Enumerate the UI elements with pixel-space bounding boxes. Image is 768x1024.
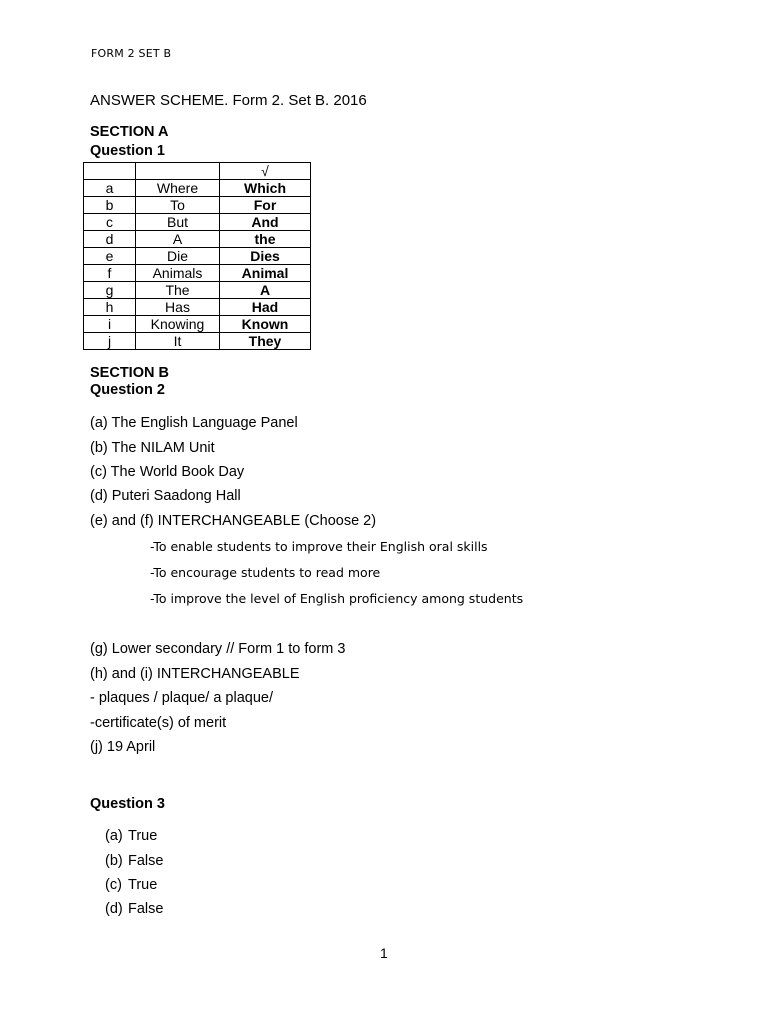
running-header: FORM 2 SET B xyxy=(91,47,172,60)
correct-word: the xyxy=(220,231,311,248)
table-row xyxy=(84,316,311,333)
answer-line: (a) The English Language Panel xyxy=(90,415,298,431)
item-letter: (a) xyxy=(105,828,123,844)
correct-word: They xyxy=(220,333,311,350)
table-row xyxy=(84,333,311,350)
answer-line: (j) 19 April xyxy=(90,739,156,755)
correct-word: Known xyxy=(220,316,311,333)
answer-line: - plaques / plaque/ a plaque/ xyxy=(90,690,273,706)
wrong-word: Has xyxy=(136,299,220,316)
tick-mark-header: √ xyxy=(220,163,311,180)
wrong-word: To xyxy=(136,197,220,214)
answer-line: (h) and (i) INTERCHANGEABLE xyxy=(90,666,300,682)
correct-word: Animal xyxy=(220,265,311,282)
section-a-heading: SECTION A xyxy=(90,124,169,140)
row-letter: a xyxy=(84,180,136,197)
wrong-word: Knowing xyxy=(136,316,220,333)
question-2-label: Question 2 xyxy=(90,382,165,398)
list-item xyxy=(105,853,163,869)
row-letter: b xyxy=(84,197,136,214)
wrong-word: A xyxy=(136,231,220,248)
answer-line: (b) The NILAM Unit xyxy=(90,440,215,456)
row-letter: e xyxy=(84,248,136,265)
item-answer: True xyxy=(128,828,158,844)
wrong-word: But xyxy=(136,214,220,231)
objective-line: -To enable students to improve their English oral skills xyxy=(150,539,488,554)
row-letter: c xyxy=(84,214,136,231)
table-header-cell xyxy=(84,163,136,180)
correct-word: Which xyxy=(220,180,311,197)
item-answer: False xyxy=(128,901,164,917)
list-item xyxy=(105,828,157,844)
table-row xyxy=(84,299,311,316)
answer-line: (g) Lower secondary // Form 1 to form 3 xyxy=(90,641,346,657)
objective-line: -To encourage students to read more xyxy=(150,565,381,580)
page-number: 1 xyxy=(380,945,388,961)
table-row xyxy=(84,180,311,197)
question-3-label: Question 3 xyxy=(90,796,165,812)
answer-line: (c) The World Book Day xyxy=(90,464,245,480)
correct-word: A xyxy=(220,282,311,299)
row-letter: i xyxy=(84,316,136,333)
answer-line: (d) Puteri Saadong Hall xyxy=(90,488,241,504)
document-title: ANSWER SCHEME. Form 2. Set B. 2016 xyxy=(90,92,367,109)
item-letter: (b) xyxy=(105,853,123,869)
answer-line: -certificate(s) of merit xyxy=(90,715,227,731)
table-row xyxy=(84,248,311,265)
correct-word: And xyxy=(220,214,311,231)
table-row xyxy=(84,197,311,214)
wrong-word: It xyxy=(136,333,220,350)
row-letter: j xyxy=(84,333,136,350)
table-row xyxy=(84,214,311,231)
wrong-word: Die xyxy=(136,248,220,265)
correct-word: For xyxy=(220,197,311,214)
answer-table xyxy=(83,162,311,350)
table-row xyxy=(84,265,311,282)
row-letter: f xyxy=(84,265,136,282)
table-row xyxy=(84,231,311,248)
section-b-heading: SECTION B xyxy=(90,365,169,381)
item-answer: True xyxy=(128,877,158,893)
item-letter: (c) xyxy=(105,877,122,893)
table-header-cell xyxy=(136,163,220,180)
row-letter: g xyxy=(84,282,136,299)
wrong-word: Where xyxy=(136,180,220,197)
row-letter: d xyxy=(84,231,136,248)
wrong-word: The xyxy=(136,282,220,299)
row-letter: h xyxy=(84,299,136,316)
question-1-label: Question 1 xyxy=(90,143,165,159)
objective-line: -To improve the level of English proficiency among students xyxy=(150,591,524,606)
correct-word: Had xyxy=(220,299,311,316)
table-header-row xyxy=(84,163,311,180)
answer-line: (e) and (f) INTERCHANGEABLE (Choose 2) xyxy=(90,513,377,529)
list-item xyxy=(105,901,163,917)
correct-word: Dies xyxy=(220,248,311,265)
item-letter: (d) xyxy=(105,901,123,917)
item-answer: False xyxy=(128,853,164,869)
wrong-word: Animals xyxy=(136,265,220,282)
list-item xyxy=(105,877,157,893)
table-row xyxy=(84,282,311,299)
